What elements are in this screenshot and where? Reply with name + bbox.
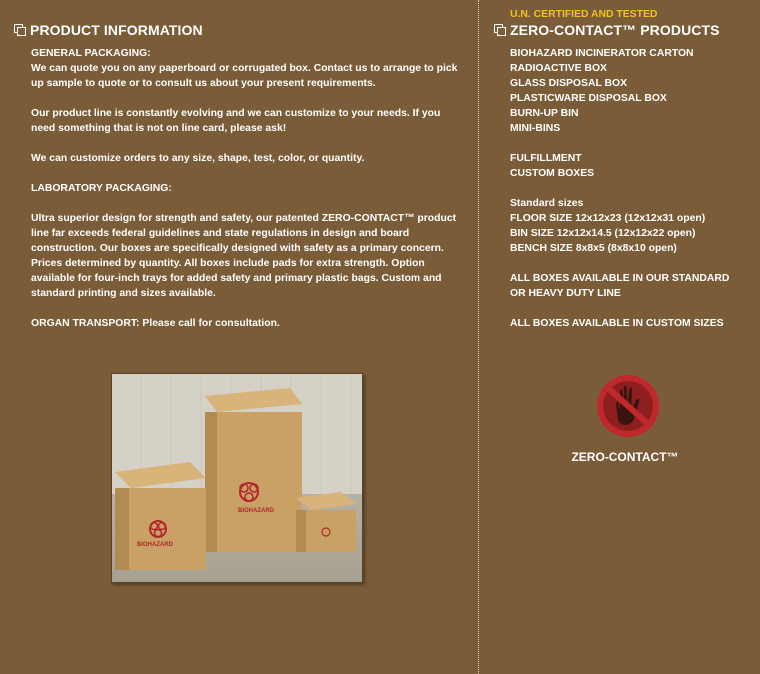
section-heading: [494, 22, 756, 38]
product-item: GLASS DISPOSAL BOX: [510, 78, 628, 89]
organ-transport-text: ORGAN TRANSPORT: Please call for consultation.: [31, 318, 280, 329]
boxes-illustration: [112, 374, 362, 582]
column-divider: [478, 0, 479, 674]
left-box-label: BIOHAZARD: [137, 542, 173, 548]
laboratory-packaging-text: Ultra superior design for strength and safety, our patented ZERO-CONTACT™ product line far exceeds federal guidelines and state regulations in design and board construction. Our boxes are specifically designed with safety as a primary concern. Prices determined by quantity. All boxes include pads for extra strength. Option available for four-inch trays for added safety and primary plastic bags. Custom and standard printing and sizes available.: [31, 213, 457, 299]
zero-contact-products-section: [494, 9, 756, 346]
laboratory-packaging-heading: LABORATORY PACKAGING:: [31, 183, 172, 194]
size-item: BENCH SIZE 8x8x5 (8x8x10 open): [510, 243, 677, 254]
product-information-section: [14, 22, 464, 346]
product-information-body: [31, 46, 464, 331]
general-packaging-text: We can quote you on any paperboard or corrugated box. Contact us to arrange to pick up sample to quote or to consult us about your present requirements.: [31, 63, 458, 89]
size-item: FLOOR SIZE 12x12x23 (12x12x31 open): [510, 213, 706, 224]
tall-box-label: BIOHAZARD: [238, 508, 274, 514]
double-square-bullet-icon: [494, 24, 506, 36]
product-information-title: PRODUCT INFORMATION: [30, 22, 203, 38]
service-item: CUSTOM BOXES: [510, 168, 595, 179]
product-item: PLASTICWARE DISPOSAL BOX: [510, 93, 667, 104]
customize-text: We can customize orders to any size, shape, test, color, or quantity.: [31, 153, 365, 164]
product-item: RADIOACTIVE BOX: [510, 63, 607, 74]
certified-label: U.N. CERTIFIED AND TESTED: [510, 9, 658, 20]
no-hand-icon: [596, 374, 660, 438]
standard-line-note: OR HEAVY DUTY LINE: [510, 288, 621, 299]
general-packaging-heading: GENERAL PACKAGING:: [31, 48, 151, 59]
service-item: FULFILLMENT: [510, 153, 582, 164]
size-item: BIN SIZE 12x12x14.5 (12x12x22 open): [510, 228, 696, 239]
product-item: MINI-BINS: [510, 123, 561, 134]
biohazard-boxes-photo: [111, 373, 363, 583]
product-line-text: Our product line is constantly evolving and we can customize to your needs. If you need something that is not on line card, please ask!: [31, 108, 441, 134]
standard-line-note: ALL BOXES AVAILABLE IN OUR STANDARD: [510, 273, 730, 284]
product-item: BURN-UP BIN: [510, 108, 579, 119]
custom-sizes-note: ALL BOXES AVAILABLE IN CUSTOM SIZES: [510, 318, 724, 329]
section-heading: [14, 22, 464, 38]
products-list: [510, 46, 756, 331]
double-square-bullet-icon: [14, 24, 26, 36]
product-item: BIOHAZARD INCINERATOR CARTON: [510, 48, 694, 59]
zero-contact-products-title: ZERO-CONTACT™ PRODUCTS: [510, 22, 720, 38]
sizes-heading: Standard sizes: [510, 198, 584, 209]
zero-contact-logo-label: ZERO-CONTACT™: [571, 450, 679, 464]
